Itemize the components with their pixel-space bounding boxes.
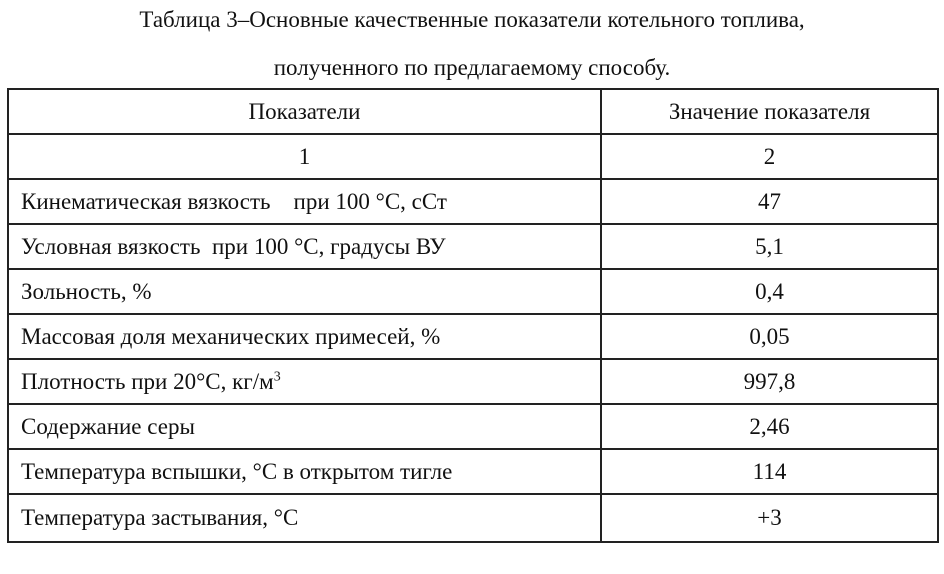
value-cell: 0,05 xyxy=(601,314,938,359)
indicator-cell: Зольность, % xyxy=(8,269,601,314)
indicator-cell: Содержание серы xyxy=(8,404,601,449)
table-caption-line-2: полученного по предлагаемому способу. xyxy=(273,55,671,80)
superscript-exponent: 3 xyxy=(273,368,281,384)
indicator-cell: Кинематическая вязкость при 100 °С, сСт xyxy=(8,179,601,224)
header-value: Значение показателя xyxy=(601,89,938,134)
table-row xyxy=(8,269,938,314)
column-number-2: 2 xyxy=(601,134,938,179)
value-cell: 997,8 xyxy=(601,359,938,404)
value-cell: 47 xyxy=(601,179,938,224)
indicator-cell: Температура застывания, °С xyxy=(8,494,601,542)
indicator-text: Плотность при 20°С, кг/м xyxy=(21,368,274,394)
indicator-cell xyxy=(8,359,601,404)
table-row xyxy=(8,314,938,359)
value-cell: 0,4 xyxy=(601,269,938,314)
table-row xyxy=(8,404,938,449)
table-row xyxy=(8,449,938,494)
indicator-cell: Температура вспышки, °С в открытом тигле xyxy=(8,449,601,494)
value-cell: 114 xyxy=(601,449,938,494)
table-row xyxy=(8,494,938,542)
value-cell: 2,46 xyxy=(601,404,938,449)
table-row xyxy=(8,359,938,404)
header-indicator: Показатели xyxy=(8,89,601,134)
value-cell: +3 xyxy=(601,494,938,542)
numbering-row xyxy=(8,134,938,179)
header-row xyxy=(8,89,938,134)
fuel-indicators-table xyxy=(7,88,939,543)
indicator-cell: Условная вязкость при 100 °С, градусы ВУ xyxy=(8,224,601,269)
table-row xyxy=(8,224,938,269)
table-caption-line-1: Таблица 3–Основные качественные показатели котельного топлива, xyxy=(139,7,805,32)
column-number-1: 1 xyxy=(8,134,601,179)
indicator-cell: Массовая доля механических примесей, % xyxy=(8,314,601,359)
value-cell: 5,1 xyxy=(601,224,938,269)
table-row xyxy=(8,179,938,224)
